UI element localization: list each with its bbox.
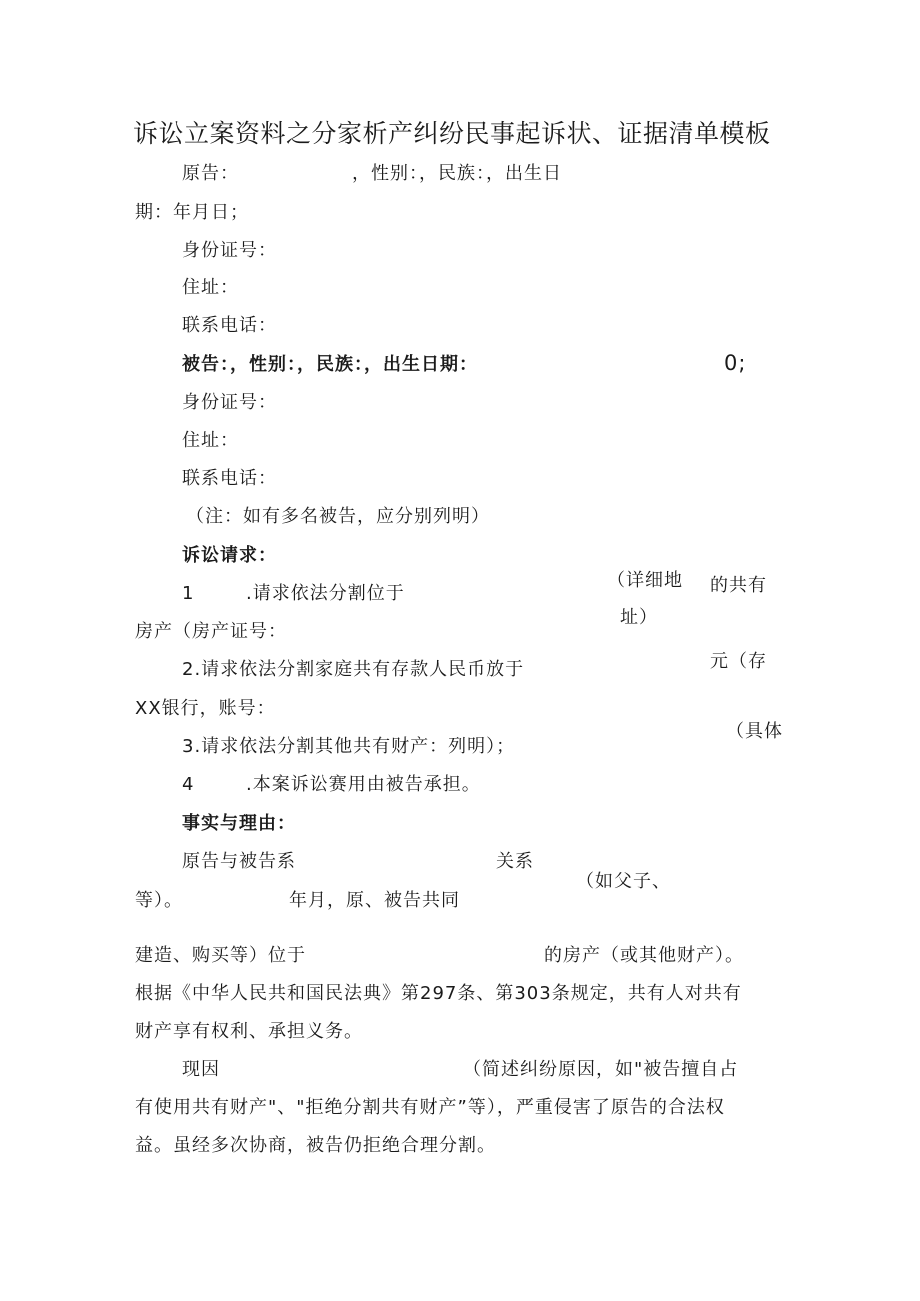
facts-p1-line3-a: 建造、购买等）位于 — [135, 945, 306, 966]
claim-2-text: 2.请求依法分割家庭共有存款人民币放于 — [182, 659, 525, 680]
facts-p1-line2-b: 年月，原、被告共同 — [289, 890, 460, 911]
claim-4-text: .本案诉讼赛用由被告承担。 — [246, 774, 481, 795]
claim-1-text: .请求依法分割位于 — [246, 583, 405, 604]
plaintiff-birth-date: 期：年月日； — [135, 202, 249, 223]
plaintiff-phone: 联系电话： — [182, 315, 277, 336]
defendant-id-number: 身份证号： — [182, 392, 277, 413]
plaintiff-label: 原告： — [182, 163, 239, 184]
defendant-note: （注：如有多名被告，应分别列明） — [186, 506, 490, 527]
defendant-trailing-text: 0; — [724, 351, 747, 375]
facts-p1-line3-b: 的房产（或其他财产）。 — [544, 945, 744, 966]
claim-1-number: 1 — [182, 583, 195, 604]
facts-p1-a: 原告与被告系 — [182, 851, 296, 872]
claim-2-tail: 元（存 — [710, 651, 767, 672]
facts-p1-b: 关系 — [496, 851, 534, 872]
claim-3-tail: （具体 — [726, 721, 783, 742]
claims-heading: 诉讼请求： — [182, 545, 277, 566]
claim-4-number: 4 — [182, 774, 195, 795]
claim-1-detail-a: （详细地 — [607, 570, 683, 591]
plaintiff-address: 住址： — [182, 277, 239, 298]
claim-1-tail: 的共有 — [710, 575, 767, 596]
defendant-label: 被告：，性别：，民族：，出生日期： — [182, 354, 478, 375]
facts-p2-line2: 有使用共有财产"、"拒绝分割共有财产”等），严重侵害了原告的合法权 — [135, 1097, 725, 1118]
facts-p1-line5: 财产享有权利、承担义务。 — [135, 1021, 363, 1042]
facts-p2-a: 现因 — [182, 1059, 220, 1080]
facts-p2-line3: 益。虽经多次协商，被告仍拒绝合理分割。 — [135, 1135, 496, 1156]
plaintiff-id-number: 身份证号： — [182, 240, 277, 261]
plaintiff-fields: ，性别：，民族：，出生日 — [352, 163, 562, 184]
facts-p1-line4: 根据《中华人民共和国民法典》第297条、第303条规定，共有人对共有 — [135, 983, 742, 1004]
facts-p1-line2-a: 等）。 — [135, 890, 183, 911]
defendant-phone: 联系电话： — [182, 468, 277, 489]
facts-p2-b: （简述纠纷原因，如"被告擅自占 — [463, 1059, 739, 1080]
claim-3-text: 3.请求依法分割其他共有财产：列明）； — [182, 736, 516, 757]
defendant-address: 住址： — [182, 430, 239, 451]
claim-1-detail-b: 址） — [620, 607, 658, 628]
facts-p1-c: （如父子、 — [576, 871, 671, 892]
claim-2-line2: XX银行，账号： — [135, 698, 276, 719]
document-title: 诉讼立案资料之分家析产纠纷民事起诉状、证据清单模板 — [133, 119, 771, 148]
facts-heading: 事实与理由： — [182, 813, 296, 834]
claim-1-line2: 房产（房产证号： — [135, 621, 287, 642]
